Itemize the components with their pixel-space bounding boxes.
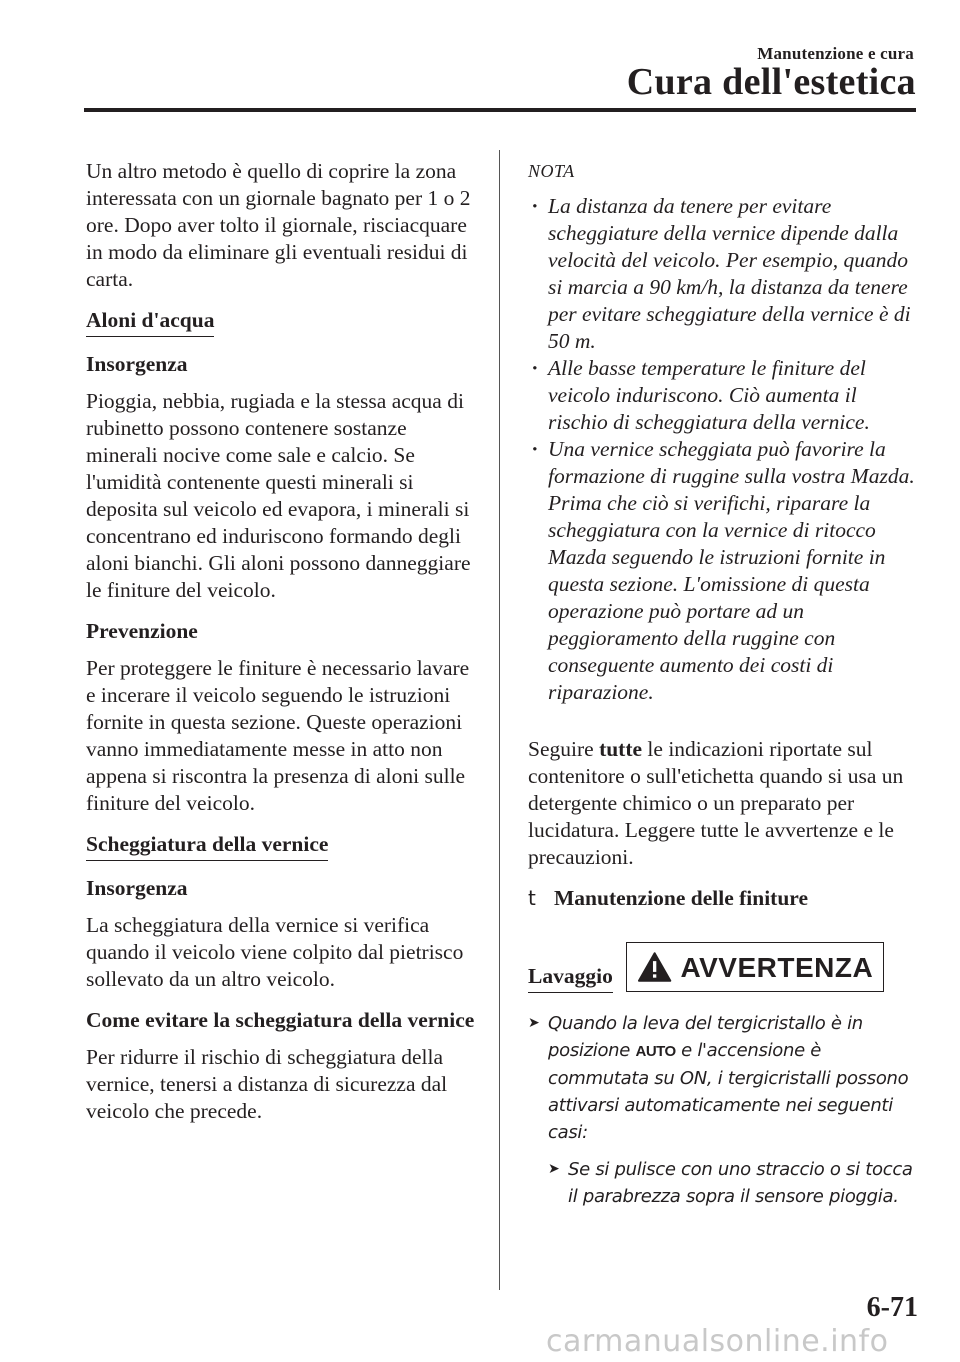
nota-item: · Alle basse temperature le finiture del veicolo induriscono. Ciò aumenta il rischio di scheggiatura della vernice.	[528, 355, 920, 436]
header-section-label: Manutenzione e cura	[757, 44, 914, 63]
paragraph-seguire	[528, 736, 920, 871]
heading-scheggiatura: Scheggiatura della vernice	[86, 831, 328, 861]
heading-aloni: Aloni d'acqua	[86, 307, 214, 337]
warning-item-text-pre: Quando la leva del tergicristallo è in posizione	[548, 1013, 863, 1061]
arrow-right-icon: ➤	[528, 1015, 540, 1031]
page-title: Cura dell'estetica	[626, 61, 916, 103]
subheading-prevenzione: Prevenzione	[86, 619, 198, 643]
auto-position-label: AUTO	[635, 1043, 676, 1060]
nota-title: NOTA	[528, 161, 575, 181]
warning-box	[626, 942, 884, 992]
intro-paragraph: Un altro metodo è quello di coprire la zona interessata con un giornale bagnato per 1 o 2 ore. Dopo aver tolto il giornale, risciacquare in modo da eliminare gli eventuali residui di carta.	[86, 159, 471, 291]
section-heading	[528, 885, 920, 912]
seguire-text-bold: tutte	[599, 737, 643, 761]
heading-lavaggio: Lavaggio	[528, 963, 613, 993]
warning-list	[528, 1010, 920, 1210]
section-marker: t	[528, 886, 536, 910]
column-divider	[499, 150, 500, 1290]
paragraph-insorgenza-1: Pioggia, nebbia, rugiada e la stessa acqua di rubinetto possono contenere sostanze minerali nocive come sale e calcio. Se l'umidità contenente questi minerali si deposita sul veicolo ed evapora, i minerali si concentrano ed induriscono formando degli aloni bianchi. Gli aloni possono danneggiare le finiture del veicolo.	[86, 389, 471, 602]
subheading-insorgenza-2: Insorgenza	[86, 876, 188, 900]
warning-item-text-post: e l'accensione è commutata su ON, i tergicristalli possono attivarsi automaticamente nei seguenti casi:	[548, 1040, 909, 1143]
seguire-text-post: le indicazioni riportate sul contenitore o sull'etichetta quando si usa un detergente chimico o un preparato per lucidatura. Leggere tutte le avvertenze e le precauzioni.	[528, 737, 904, 869]
nota-item: · Una vernice scheggiata può favorire la formazione di ruggine sulla vostra Mazda. Prima che ciò si verifichi, riparare la scheggiatura con la vernice di ritocco Mazda seguendo le istruzioni fornite in questa sezione. L'omissione di questa operazione può portare ad un peggioramento della ruggine con conseguente aumento dei costi di riparazione.	[528, 436, 920, 706]
right-column	[528, 158, 920, 1220]
subheading-evitare: Come evitare la scheggiatura della vernice	[86, 1008, 475, 1032]
subheading-insorgenza-1: Insorgenza	[86, 352, 188, 376]
arrow-right-icon: ➤	[548, 1161, 560, 1177]
warning-triangle-icon	[637, 951, 672, 983]
section-title: Manutenzione delle finiture	[554, 886, 809, 910]
left-column	[86, 158, 478, 1139]
warning-subitem	[548, 1156, 920, 1210]
paragraph-prevenzione: Per proteggere le finiture è necessario lavare e incerare il veicolo seguendo le istruzioni fornite in questa sezione. Queste operazioni vanno immediatamente messe in atto non appena si riscontra la presenza di aloni sulle finiture del veicolo.	[86, 656, 470, 815]
nota-list	[528, 193, 920, 706]
seguire-text-pre: Seguire	[528, 737, 600, 761]
header-rule	[84, 108, 916, 112]
nota-item: · La distanza da tenere per evitare scheggiature della vernice dipende dalla velocità del veicolo. Per esempio, quando si marcia a 90 km/h, la distanza da tenere per evitare scheggiature della vernice è di 50 m.	[528, 193, 920, 355]
paragraph-evitare: Per ridurre il rischio di scheggiatura della vernice, tenersi a distanza di sicurezza dal veicolo che precede.	[86, 1045, 448, 1123]
watermark: carmanualsonline.info	[546, 1324, 889, 1359]
page-number: 6-71	[866, 1292, 918, 1323]
warning-subitem-text: Se si pulisce con uno straccio o si tocca il parabrezza sopra il sensore pioggia.	[568, 1159, 913, 1207]
warning-label: AVVERTENZA	[680, 951, 874, 983]
warning-item	[528, 1010, 920, 1146]
paragraph-insorgenza-2: La scheggiatura della vernice si verifica quando il veicolo viene colpito dal pietrisco sollevato da un altro veicolo.	[86, 913, 464, 991]
